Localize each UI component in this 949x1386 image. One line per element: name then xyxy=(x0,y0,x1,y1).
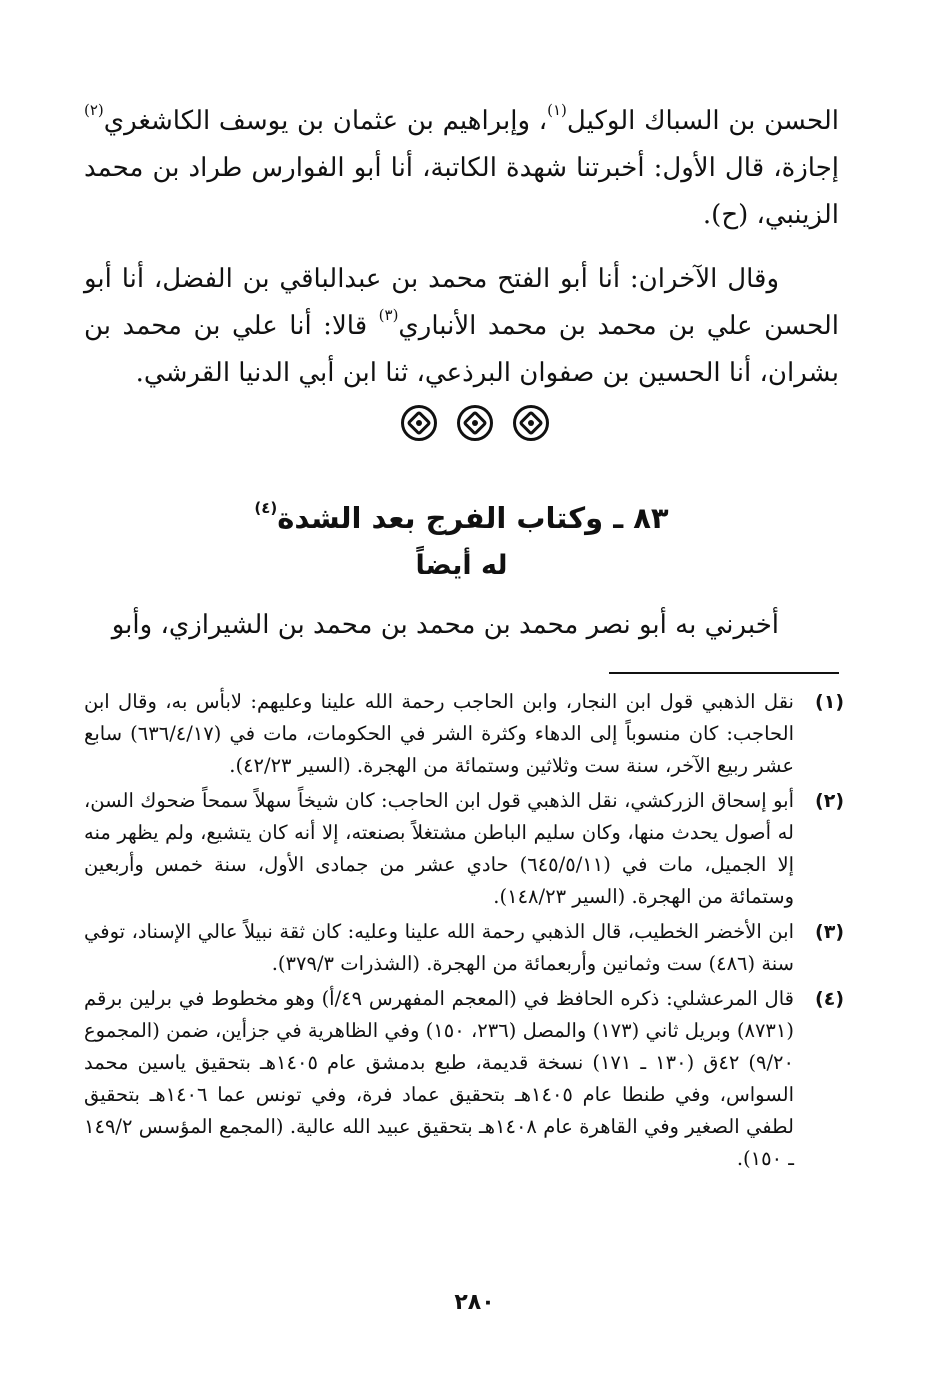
paragraph-2-part-a: وقال الآخران: أنا أبو الفتح محمد بن عبدالباقي بن الفضل، أنا أبو الحسن علي بن محمد بن محمد الأنباري xyxy=(84,264,839,341)
page-number: ٢٨٠ xyxy=(454,1290,495,1315)
footnote-ref-3[interactable]: (٣) xyxy=(378,306,399,325)
footnote-3 xyxy=(84,916,844,980)
section-subtitle: له أيضاً xyxy=(415,550,508,581)
footnote-ref-2[interactable]: (٢) xyxy=(84,101,104,120)
footnote-4 xyxy=(84,983,844,1175)
footnote-separator xyxy=(609,672,839,674)
paragraph-1 xyxy=(84,98,839,239)
paragraph-2-part-b: قالا: أنا علي بن محمد بن بشران، أنا الحسين بن صفوان البرذعي، ثنا ابن أبي الدنيا القرشي. xyxy=(84,311,839,388)
ornament-icon xyxy=(457,405,493,441)
paragraph-1-part-b: ، وإبراهيم بن عثمان بن يوسف الكاشغري xyxy=(103,106,548,136)
paragraph-2 xyxy=(84,256,839,397)
footnote-text: ابن الأخضر الخطيب، قال الذهبي رحمة الله علينا وعليه: كان ثقة نبيلاً عالي الإسناد، توفي سنة (٤٨٦) ست وثمانين وأربعمائة من الهجرة. (الشذرات ٣٧٩/٣). xyxy=(84,920,794,975)
section-divider xyxy=(0,405,949,453)
footnote-text: نقل الذهبي قول ابن النجار، وابن الحاجب رحمة الله علينا وعليهم: لابأس به، وقال ابن الحاجب: كان منسوباً إلى الدهاء وكثرة الشر في الحكومات، مات في (٦٣٦/٤/١٧) سابع عشر ربيع الآخر، سنة ست وثلاثين وستمائة من الهجرة. (السير ٤٢/٢٣). xyxy=(84,690,794,777)
footnotes xyxy=(84,686,844,1178)
footnote-number: (٣) xyxy=(815,921,844,943)
footnote-number: (٤) xyxy=(815,988,844,1010)
footnote-ref-4[interactable]: (٤) xyxy=(254,499,278,518)
ornament-icon xyxy=(401,405,437,441)
ornament-icon xyxy=(513,405,549,441)
section-title xyxy=(84,496,839,540)
paragraph-1-part-c: إجازة، قال الأول: أخبرتنا شهدة الكاتبة، أنا أبو الفوارس طراد بن محمد الزينبي، (ح). xyxy=(84,153,839,230)
footnote-text: أبو إسحاق الزركشي، نقل الذهبي قول ابن الحاجب: كان شيخاً سهلاً سمحاً ضحوك السن، له أصول يحدث منها، وكان سليم الباطن مشتغلاً بصنعته، إلا أنه كان يتشيع، ولم يظهر منه إلا الجميل، مات في (٦٤٥/٥/١١) حادي عشر من جمادى الأول، سنة خمس وأربعين وستمائة من الهجرة. (السير ١٤٨/٢٣). xyxy=(84,789,794,908)
footnote-ref-1[interactable]: (١) xyxy=(547,101,567,120)
footnote-number: (١) xyxy=(815,691,844,713)
paragraph-1-part-a: الحسن بن السباك الوكيل xyxy=(566,106,839,136)
paragraph-3: أخبرني به أبو نصر محمد بن محمد بن محمد بن الشيرازي، وأبو xyxy=(111,610,779,640)
footnote-number: (٢) xyxy=(815,790,844,812)
footnote-text: قال المرعشلي: ذكره الحافظ في (المعجم المفهرس ٤٩/أ) وهو مخطوط في برلين برقم (٨٧٣١) وبريل ثاني (١٧٣) والمصل (٢٣٦، ١٥٠) وفي الظاهرية في جزأين، ضمن (المجموع ٩/٢٠) ٤٢ق (١٣٠ ـ ١٧١) نسخة قديمة، طبع بدمشق عام ١٤٠٥هـ بتحقيق ياسين محمد السواس، وفي طنطا عام ١٤٠٥هـ بتحقيق عماد فرة، وفي تونس عما ١٤٠٦هـ بتحقيق لطفي الصغير وفي القاهرة عام ١٤٠٨هـ بتحقيق عبيد الله عالية. (المجمع المؤسس ١٤٩/٢ ـ ١٥٠). xyxy=(84,987,795,1170)
footnote-1 xyxy=(84,686,844,782)
footnote-2 xyxy=(84,785,844,913)
section-title-text: ٨٣ ـ وكتاب الفرج بعد الشدة xyxy=(277,501,669,535)
